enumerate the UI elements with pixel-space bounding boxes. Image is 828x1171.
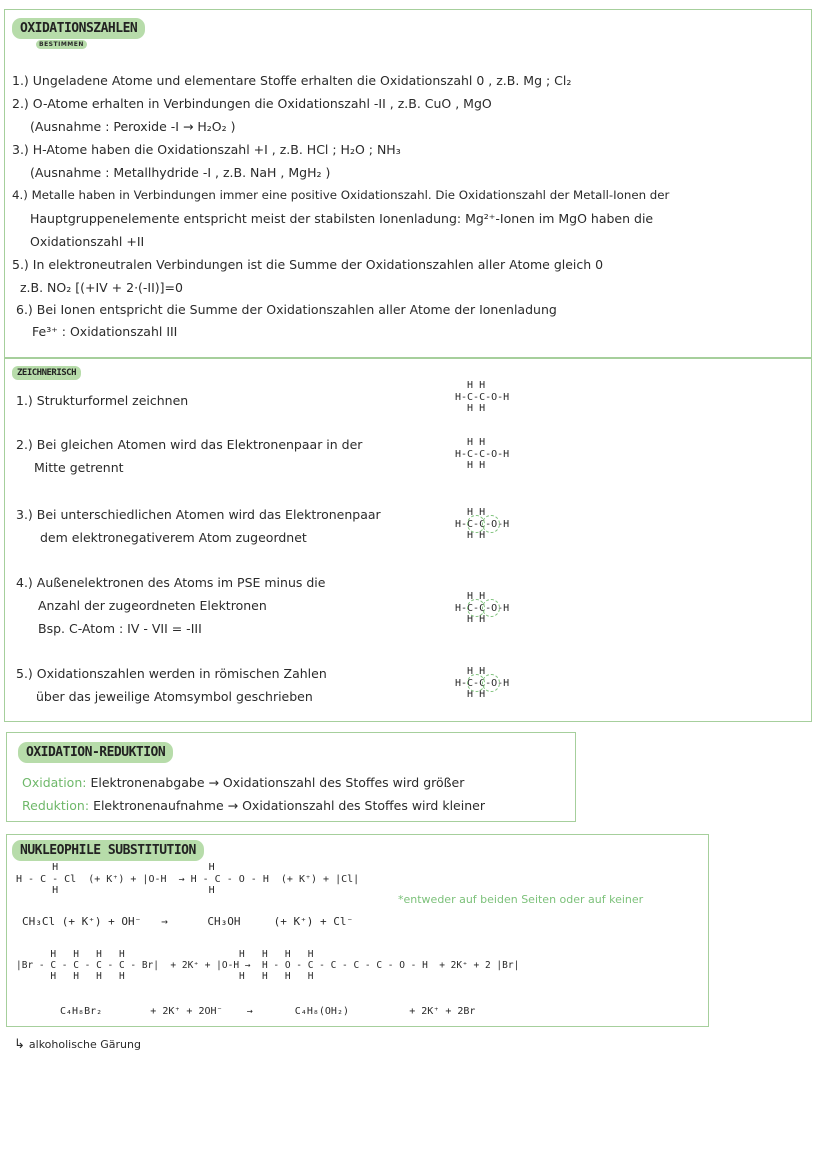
- section-title-zeichnerisch: ZEICHNERISCH: [12, 366, 81, 380]
- return-arrow-icon: ↳: [14, 1037, 25, 1052]
- electron-ring-5b: [482, 674, 500, 692]
- section-title-oxidation-reduktion: OXIDATION-REDUKTION: [18, 742, 173, 763]
- rule-3: 3.) H-Atome haben die Oxidationszahl +I , z.B. HCl ; H₂O ; NH₃: [12, 142, 401, 157]
- rule-4: 4.) Metalle haben in Verbindungen immer eine positive Oxidationszahl. Die Oxidationszahl der Metall-Ionen der: [12, 188, 670, 202]
- rule-4-cont: Hauptgruppenelemente entspricht meist der stabilsten Ionenladung: Mg²⁺-Ionen im MgO haben die: [30, 211, 654, 226]
- rule-3-exception: (Ausnahme : Metallhydride -I , z.B. NaH , MgH₂ ): [30, 165, 331, 180]
- alkoholische-gaerung-note: [14, 1036, 141, 1053]
- step-3: 3.) Bei unterschiedlichen Atomen wird das Elektronenpaar: [16, 507, 381, 522]
- step-4: 4.) Außenelektronen des Atoms im PSE minus die: [16, 575, 326, 590]
- molecule-step-3: H H H-C-C-O-H H H: [455, 507, 510, 541]
- step-5: 5.) Oxidationszahlen werden in römischen Zahlen: [16, 666, 327, 681]
- step-4-cont: Anzahl der zugeordneten Elektronen: [38, 598, 267, 613]
- section-title-oxidationszahlen: OXIDATIONSZAHLEN: [12, 18, 145, 39]
- step-2-cont: Mitte getrennt: [34, 460, 124, 475]
- rule-6-example: Fe³⁺ : Oxidationszahl III: [32, 324, 178, 339]
- molecule-step-1: H H H-C-C-O-H H H: [455, 380, 510, 414]
- step-4-example: Bsp. C-Atom : IV - VII = -III: [38, 621, 202, 636]
- section-title-nukleophile-substitution: NUKLEOPHILE SUBSTITUTION: [12, 840, 204, 861]
- oxidation-label: Oxidation:: [22, 775, 87, 790]
- rule-2-exception: (Ausnahme : Peroxide -I → H₂O₂ ): [30, 119, 236, 134]
- molecule-step-4: H H H-C-C-O-H H H: [455, 591, 510, 625]
- oxidation-definition: [22, 775, 464, 790]
- alkoholische-gaerung-label: alkoholische Gärung: [28, 1038, 141, 1051]
- step-2: 2.) Bei gleichen Atomen wird das Elektronenpaar in der: [16, 437, 363, 452]
- equation-1-structural: H H H - C - Cl (+ K⁺) + |O-H → H - C - O - H (+ K⁺) + |Cl| H H: [16, 862, 360, 896]
- rule-6: 6.) Bei Ionen entspricht die Summe der Oxidationszahlen aller Atome der Ionenladung: [16, 302, 557, 317]
- equation-2-formula: C₄H₈Br₂ + 2K⁺ + 2OH⁻ → C₄H₈(OH₂) + 2K⁺ + 2Br: [60, 1006, 476, 1017]
- step-5-cont: über das jeweilige Atomsymbol geschrieben: [36, 689, 313, 704]
- rule-4-cont2: Oxidationszahl +II: [30, 234, 145, 249]
- molecule-step-5: H H H-C-C-O-H H H: [455, 666, 510, 700]
- reduktion-label: Reduktion:: [22, 798, 90, 813]
- oxidation-text: Elektronenabgabe → Oxidationszahl des Stoffes wird größer: [90, 775, 465, 790]
- step-3-cont: dem elektronegativerem Atom zugeordnet: [40, 530, 307, 545]
- reduktion-definition: [22, 798, 485, 813]
- equation-1-formula: CH₃Cl (+ K⁺) + OH⁻ → CH₃OH (+ K⁺) + Cl⁻: [22, 915, 354, 928]
- step-1: 1.) Strukturformel zeichnen: [16, 393, 189, 408]
- equation-note: *entweder auf beiden Seiten oder auf keiner: [398, 893, 644, 906]
- rule-2: 2.) O-Atome erhalten in Verbindungen die Oxidationszahl -II , z.B. CuO , MgO: [12, 96, 492, 111]
- rule-5: 5.) In elektroneutralen Verbindungen ist die Summe der Oxidationszahlen aller Atome gleich 0: [12, 257, 604, 272]
- electron-ring-3b: [482, 515, 500, 533]
- molecule-step-2: H H H-C-C-O-H H H: [455, 437, 510, 471]
- rule-5-example: z.B. NO₂ [(+IV + 2·(-II)]=0: [20, 280, 183, 295]
- reduktion-text: Elektronenaufnahme → Oxidationszahl des Stoffes wird kleiner: [93, 798, 485, 813]
- equation-2-structural: H H H H H H H H |Br - C - C - C - C - Br| + 2K⁺ + |O-H → H - O - C - C - C - C - O - H + 2K⁺ + 2 |Br| H H H H H H H H: [16, 949, 520, 982]
- rule-1: 1.) Ungeladene Atome und elementare Stoffe erhalten die Oxidationszahl 0 , z.B. Mg ; Cl₂: [12, 73, 572, 88]
- section-subtitle-bestimmen: BESTIMMEN: [36, 40, 87, 49]
- electron-ring-4b: [482, 599, 500, 617]
